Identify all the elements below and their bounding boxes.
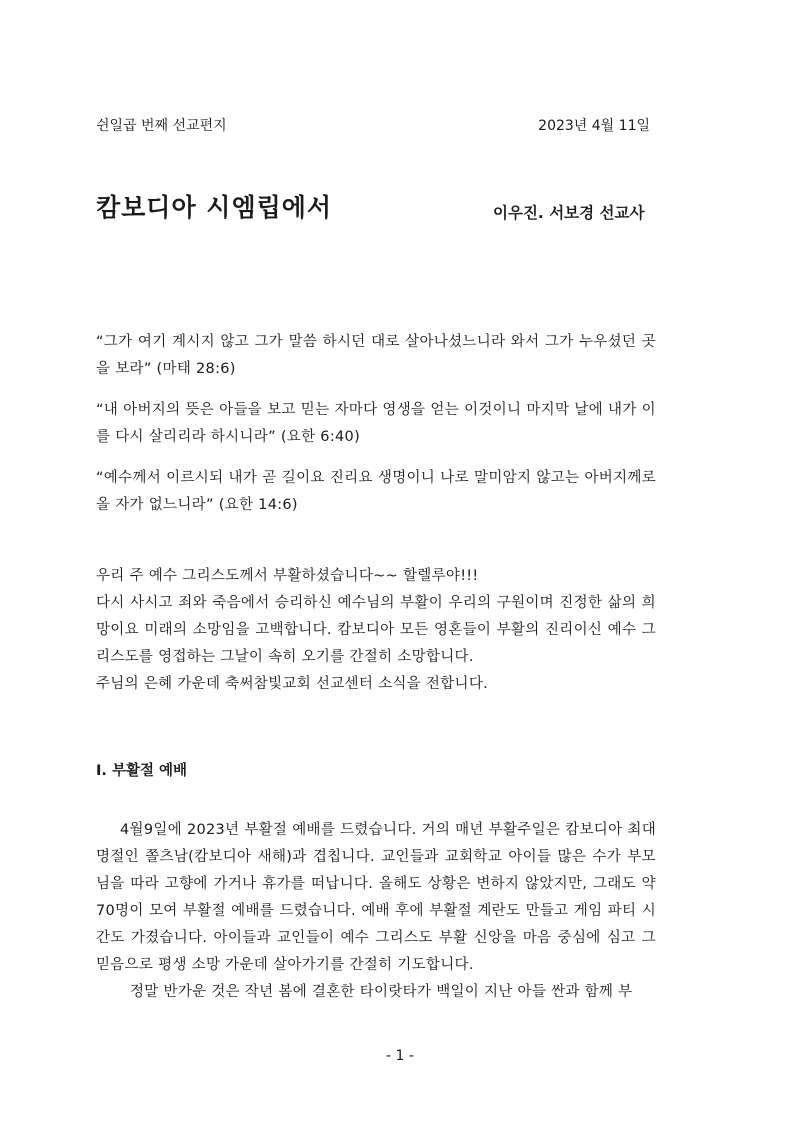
bible-verse-john-6: “내 아버지의 뜻은 아들을 보고 믿는 자마다 영생을 얻는 이것이니 마지막 날에 내가 이를 다시 살리리라 하시니라” (요한 6:40) <box>96 402 656 445</box>
page-title: 캄보디아 시엠립에서 <box>96 193 333 222</box>
greeting-line: 다시 사시고 죄와 죽음에서 승리하신 예수님의 부활이 우리의 구원이며 진정한 삶의 희망이요 미래의 소망임을 고백합니다. 캄보디아 모든 영혼들이 부활의 진리이신 예수 그리스도를 영접하는 그날이 속히 오기를 간절히 소망합니다. <box>96 595 656 665</box>
bible-verse-matthew: “그가 여기 계시지 않고 그가 말씀 하시던 대로 살아나셨느니라 와서 그가 누우셨던 곳을 보라” (마태 28:6) <box>96 334 656 377</box>
body-paragraph: 정말 반가운 것은 작년 봄에 결혼한 타이랏타가 백일이 지난 아들 싼과 함께 부 <box>130 984 633 1000</box>
greeting-line: 우리 주 예수 그리스도께서 부활하셨습니다~~ 할렐루야!!! <box>96 568 479 584</box>
letter-number: 쉰일곱 번째 선교편지 <box>96 118 227 134</box>
page-number: - 1 - <box>386 1048 414 1064</box>
authors: 이우진. 서보경 선교사 <box>493 204 645 222</box>
bible-verse-john-14: “예수께서 이르시되 내가 곧 길이요 진리요 생명이니 나로 말미암지 않고는 아버지께로 올 자가 없느니라” (요한 14:6) <box>96 470 656 513</box>
body-paragraph: 4월9일에 2023년 부활절 예배를 드렸습니다. 거의 매년 부활주일은 캄보디아 최대 명절인 쫄츠남(캄보디아 새해)과 겹칩니다. 교인들과 교회학교 아이들 많은 수가 부모님을 따라 고향에 가거나 휴가를 떠납니다. 올해도 상황은 변하지 않았지만, 그래도 약 70명이 모여 부활절 예배를 드렸습니다. 예배 후에 부활절 계란도 만들고 게임 파티 시간도 가졌습니다. 아이들과 교인들이 예수 그리스도 부활 신앙을 마음 중심에 심고 그 믿음으로 평생 소망 가운데 살아가기를 간절히 기도합니다. <box>96 822 656 973</box>
greeting-paragraph <box>96 563 656 698</box>
letter-date: 2023년 4월 11일 <box>538 118 650 134</box>
section-heading: Ⅰ. 부활절 예배 <box>96 763 188 779</box>
greeting-line: 주님의 은혜 가운데 축써참빛교회 선교센터 소식을 전합니다. <box>96 676 489 692</box>
